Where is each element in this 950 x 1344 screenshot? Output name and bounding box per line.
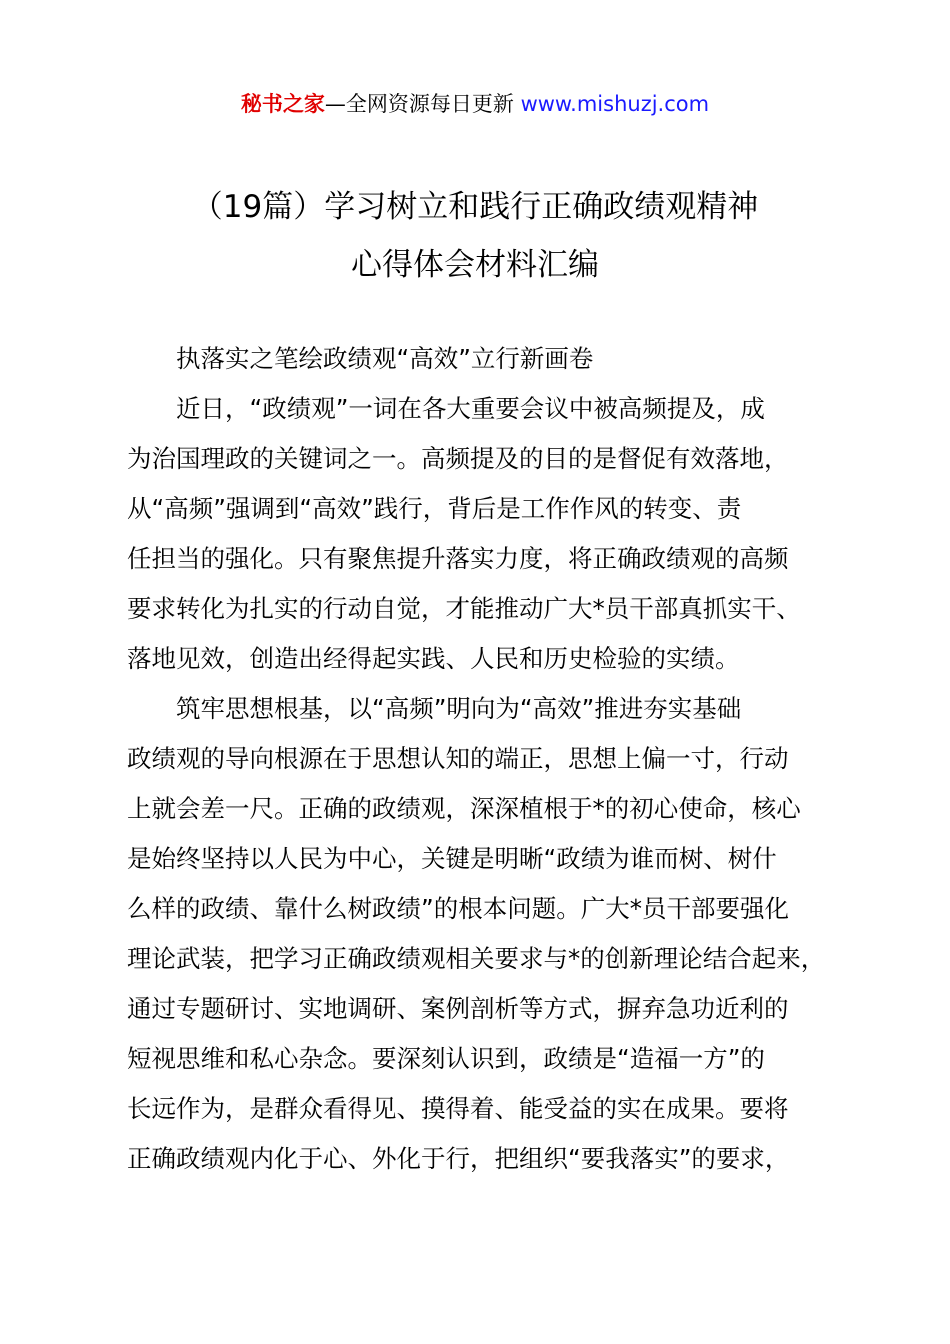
title-line-1: （19篇）学习树立和践行正确政绩观精神 <box>191 189 759 225</box>
body-line: 是始终坚持以人民为中心，关键是明晰“政绩为谁而树、树什 <box>127 844 777 873</box>
document-body <box>127 334 847 1184</box>
brand-name: 秘书之家 <box>240 92 325 116</box>
body-line: 落地见效，创造出经得起实践、人民和历史检验的实绩。 <box>127 644 740 673</box>
title-line-2: 心得体会材料汇编 <box>351 247 599 283</box>
site-url-link[interactable]: www.mishuzj.com <box>520 92 710 116</box>
section-heading-2: 筑牢思想根基，以“高频”明向为“高效”推进夯实基础 <box>176 694 742 723</box>
body-line: 么样的政绩、靠什么树政绩”的根本问题。广大*员干部要强化 <box>127 894 789 923</box>
body-line: 正确政绩观内化于心、外化于行，把组织“要我落实”的要求， <box>127 1144 790 1173</box>
body-line: 为治国理政的关键词之一。高频提及的目的是督促有效落地， <box>127 444 789 473</box>
document-title <box>80 178 870 294</box>
body-line: 任担当的强化。只有聚焦提升落实力度，将正确政绩观的高频 <box>127 544 789 573</box>
site-header <box>0 88 950 120</box>
body-line: 要求转化为扎实的行动自觉，才能推动广大*员干部真抓实干、 <box>127 594 801 623</box>
body-line: 从“高频”强调到“高效”践行，背后是工作作风的转变、责 <box>127 494 742 523</box>
body-line: 近日，“政绩观”一词在各大重要会议中被高频提及，成 <box>176 394 765 423</box>
body-line: 长远作为，是群众看得见、摸得着、能受益的实在成果。要将 <box>127 1094 789 1123</box>
body-line: 政绩观的导向根源在于思想认知的端正，思想上偏一寸，行动 <box>127 744 789 773</box>
section-heading-1: 执落实之笔绘政绩观“高效”立行新画卷 <box>176 344 594 373</box>
header-tagline: —全网资源每日更新 <box>324 92 521 116</box>
body-line: 通过专题研讨、实地调研、案例剖析等方式，摒弃急功近利的 <box>127 994 789 1023</box>
body-line: 上就会差一尺。正确的政绩观，深深植根于*的初心使命，核心 <box>127 794 801 823</box>
body-line: 理论武装，把学习正确政绩观相关要求与*的创新理论结合起来， <box>127 944 826 973</box>
body-line: 短视思维和私心杂念。要深刻认识到，政绩是“造福一方”的 <box>127 1044 765 1073</box>
